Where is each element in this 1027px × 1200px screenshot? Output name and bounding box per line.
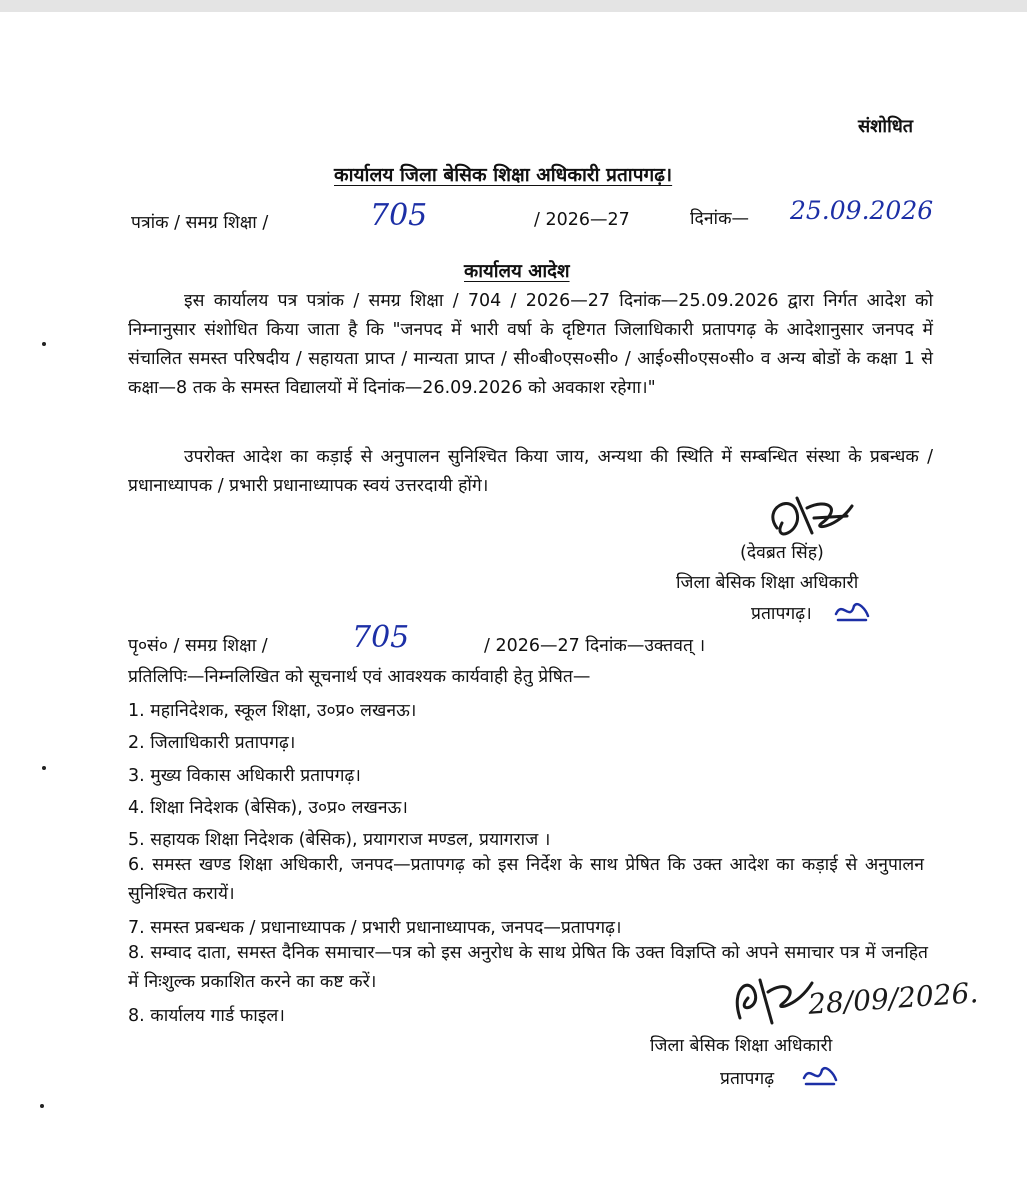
signatory2-designation: जिला बेसिक शिक्षा अधिकारी (650, 1036, 833, 1056)
list-item-3: 3. मुख्य विकास अधिकारी प्रतापगढ़। (128, 766, 361, 786)
copy-ref-prefix: पृ०सं० / समग्र शिक्षा / (128, 636, 268, 656)
list-item-7: 7. समस्त प्रबन्धक / प्रधानाध्यापक / प्रभारी प्रधानाध्यापक, जनपद—प्रतापगढ़। (128, 918, 622, 938)
list-item-6: 6. समस्त खण्ड शिक्षा अधिकारी, जनपद—प्रतापगढ़ को इस निर्देश के साथ प्रेषित कि उक्त आदेश का कड़ाई से अनुपालन सुनिश्चित करायें। (128, 855, 924, 904)
handwritten-date-2: 28/09/2026. (807, 976, 980, 1021)
list-item-8: 8. सम्वाद दाता, समस्त दैनिक समाचार—पत्र को इस अनुरोध के साथ प्रेषित कि उक्त विज्ञप्ति को अपने समाचार पत्र में जनहित में निःशुल्क प्रकाशित करने का कष्ट करें। (128, 943, 928, 992)
order-title: कार्यालय आदेश (464, 261, 570, 282)
signatory-designation: जिला बेसिक शिक्षा अधिकारी (676, 573, 859, 593)
list-item-9: 8. कार्यालय गार्ड फाइल। (128, 1006, 285, 1026)
list-item-2: 2. जिलाधिकारी प्रतापगढ़। (128, 733, 296, 753)
top-bar (0, 0, 1027, 12)
order-paragraph-1: इस कार्यालय पत्र पत्रांक / समग्र शिक्षा / 704 / 2026—27 दिनांक—25.09.2026 द्वारा निर्गत आदेश को निम्नानुसार संशोधित किया जाता है कि "जनपद में भारी वर्षा के दृष्टिगत जिलाधिकारी प्रतापगढ़ के आदेशानुसार जनपद में संचालित समस्त परिषदीय / सहायता प्राप्त / मान्यता प्राप्त / सी०बी०एस०सी० / आई०सी०एस०सी० व अन्य बोडों के कक्षा 1 से कक्षा—8 तक के समस्त विद्यालयों में दिनांक—26.09.2026 को अवकाश रहेगा।" (128, 291, 933, 398)
signatory2-place: प्रतापगढ़ (720, 1069, 775, 1089)
date-handwritten: 25.09.2026 (790, 196, 934, 225)
office-title: कार्यालय जिला बेसिक शिक्षा अधिकारी प्रतापगढ़। (334, 164, 673, 186)
list-item-5: 5. सहायक शिक्षा निदेशक (बेसिक), प्रयागराज मण्डल, प्रयागराज । (128, 830, 551, 850)
punch-mark (40, 1104, 44, 1108)
ref-prefix: पत्रांक / समग्र शिक्षा / (131, 213, 269, 233)
list-item-4: 4. शिक्षा निदेशक (बेसिक), उ०प्र० लखनऊ। (128, 798, 408, 818)
signatory-name: (देवब्रत सिंह) (740, 543, 824, 563)
copy-ref-number-handwritten: 705 (352, 620, 410, 655)
revised-label: संशोधित (858, 116, 914, 137)
order-paragraph-2: उपरोक्त आदेश का कड़ाई से अनुपालन सुनिश्चित किया जाय, अन्यथा की स्थिति में सम्बन्धित संस्था के प्रबन्धक / प्रधानाध्यापक / प्रभारी प्रधानाध्यापक स्वयं उत्तरदायी होंगे। (128, 447, 933, 496)
date-label: दिनांक— (690, 209, 750, 229)
ref-year: / 2026—27 (534, 210, 630, 230)
initials-scribble-1 (832, 596, 872, 626)
punch-mark (42, 342, 46, 346)
copy-intro: प्रतिलिपिः—निम्नलिखित को सूचनार्थ एवं आवश्यक कार्यवाही हेतु प्रेषित— (128, 667, 591, 687)
signatory-place: प्रतापगढ़। (751, 604, 812, 624)
list-item-1: 1. महानिदेशक, स्कूल शिक्षा, उ०प्र० लखनऊ। (128, 701, 417, 721)
copy-ref-suffix: / 2026—27 दिनांक—उक्तवत् । (484, 636, 706, 656)
ref-number-handwritten: 705 (370, 198, 428, 233)
initials-scribble-2 (800, 1060, 840, 1090)
punch-mark (42, 766, 46, 770)
